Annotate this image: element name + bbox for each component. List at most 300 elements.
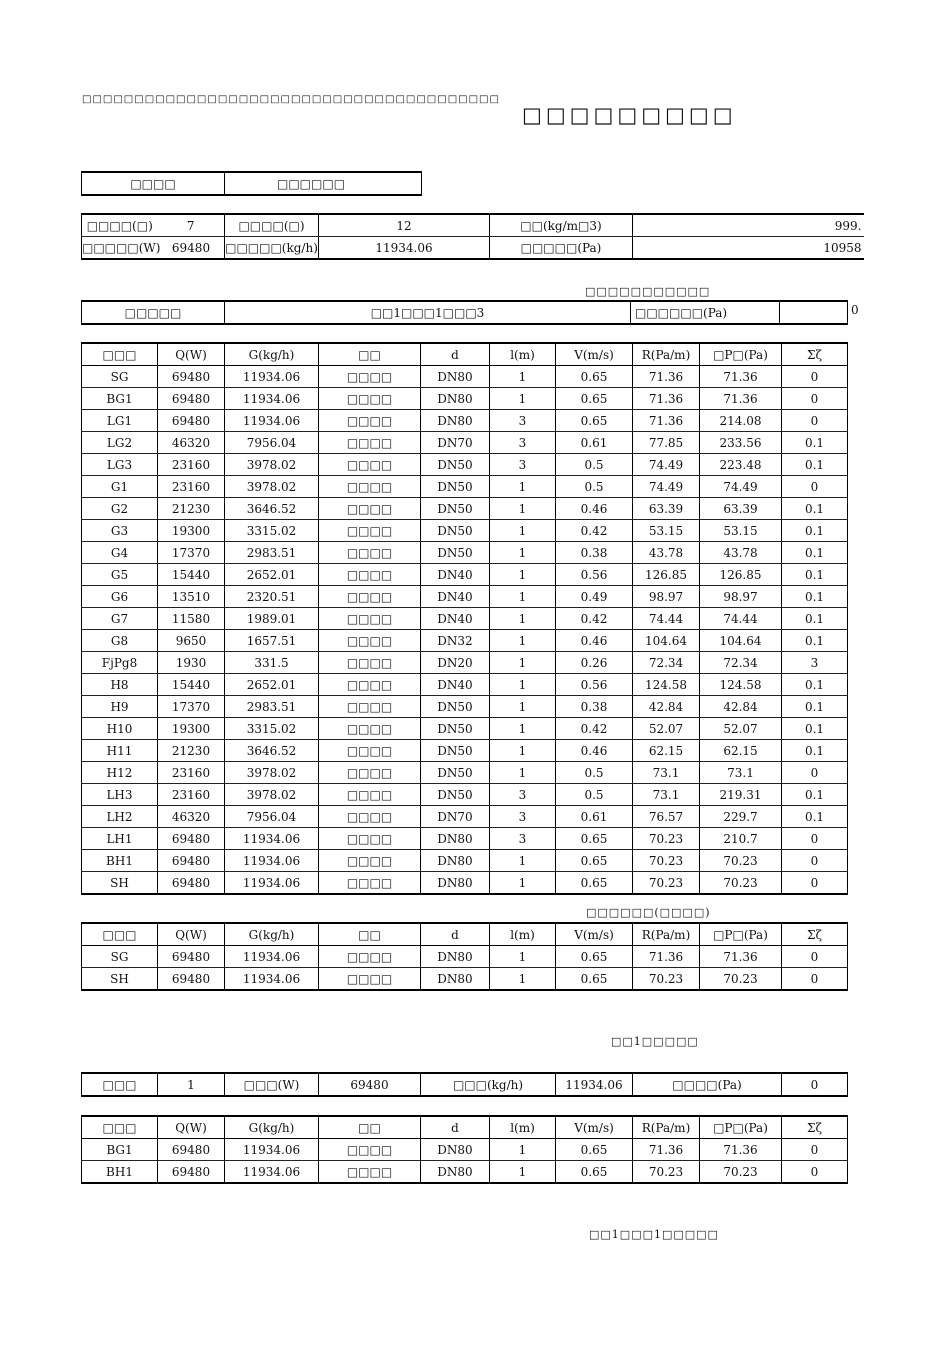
main-cell: 229.7 <box>700 806 782 828</box>
main-row <box>82 652 848 674</box>
main-row <box>82 366 848 388</box>
sec3-col-header: l(m) <box>490 1116 556 1139</box>
sec3-cell: BH1 <box>82 1161 158 1184</box>
main-cell: 53.15 <box>700 520 782 542</box>
main-cell: 0.1 <box>782 454 848 476</box>
main-cell: 1 <box>490 520 556 542</box>
main-cell: 104.64 <box>633 630 700 652</box>
main-cell: 1 <box>490 542 556 564</box>
main-cell: 1 <box>490 630 556 652</box>
main-cell: 1 <box>490 366 556 388</box>
main-cell: 7956.04 <box>225 432 319 454</box>
main-cell: 0 <box>782 388 848 410</box>
main-cell: 0.5 <box>556 784 633 806</box>
main-cell: 13510 <box>158 586 225 608</box>
main-cell: DN40 <box>421 586 490 608</box>
main-cell: □□□□ <box>319 520 421 542</box>
main-cell: 0.1 <box>782 432 848 454</box>
main-cell: 23160 <box>158 762 225 784</box>
main-cell: □□□□ <box>319 432 421 454</box>
main-cell: 0.38 <box>556 696 633 718</box>
main-cell: 7956.04 <box>225 806 319 828</box>
sec3-cell: 0.65 <box>556 1161 633 1184</box>
sec2-col-header: R(Pa/m) <box>633 923 700 946</box>
main-col-header: □P□(Pa) <box>700 343 782 366</box>
main-cell: H9 <box>82 696 158 718</box>
sec3-col-header: Σζ <box>782 1116 848 1139</box>
main-cell: 0 <box>782 476 848 498</box>
main-cell: 0.46 <box>556 740 633 762</box>
main-cell: 0.42 <box>556 608 633 630</box>
main-cell: 0.1 <box>782 806 848 828</box>
sec2-cell: 71.36 <box>700 946 782 968</box>
param-heat-label: □□□□□(W) <box>82 240 161 255</box>
sec3-cell: 71.36 <box>633 1139 700 1161</box>
main-cell: 11934.06 <box>225 410 319 432</box>
sec2-col-header: Σζ <box>782 923 848 946</box>
main-cell: 0.65 <box>556 828 633 850</box>
main-cell: 11580 <box>158 608 225 630</box>
main-cell: 0.46 <box>556 630 633 652</box>
main-cell: SH <box>82 872 158 895</box>
main-row <box>82 828 848 850</box>
sec2-col-header: □□ <box>319 923 421 946</box>
main-col-header: R(Pa/m) <box>633 343 700 366</box>
main-cell: □□□□ <box>319 476 421 498</box>
main-row <box>82 674 848 696</box>
sec3-cell: 70.23 <box>633 1161 700 1184</box>
main-cell: DN80 <box>421 828 490 850</box>
main-cell: 23160 <box>158 476 225 498</box>
main-cell: 1 <box>490 564 556 586</box>
sec3-cell: □□□□ <box>319 1161 421 1184</box>
main-cell: LG1 <box>82 410 158 432</box>
main-cell: LH3 <box>82 784 158 806</box>
sec3-cell: 1 <box>490 1139 556 1161</box>
param-hours-label: □□□□(□) <box>225 214 319 237</box>
sec3-cell: 69480 <box>158 1161 225 1184</box>
main-cell: 3646.52 <box>225 740 319 762</box>
main-cell: DN50 <box>421 498 490 520</box>
main-cell: 74.49 <box>633 476 700 498</box>
main-cell: BG1 <box>82 388 158 410</box>
main-cell: 74.49 <box>633 454 700 476</box>
main-cell: 219.31 <box>700 784 782 806</box>
sec3-col-header: R(Pa/m) <box>633 1116 700 1139</box>
main-cell: 0.1 <box>782 542 848 564</box>
main-cell: 71.36 <box>633 388 700 410</box>
main-cell: 70.23 <box>633 850 700 872</box>
main-cell: 210.7 <box>700 828 782 850</box>
main-cell: 74.44 <box>633 608 700 630</box>
main-cell: LG3 <box>82 454 158 476</box>
sec3-cell: □□□□ <box>319 1139 421 1161</box>
main-cell: 0.1 <box>782 608 848 630</box>
main-cell: G6 <box>82 586 158 608</box>
main-cell: 0.1 <box>782 674 848 696</box>
main-cell: DN80 <box>421 388 490 410</box>
param-r1-c0-wrap <box>82 214 225 237</box>
main-cell: 42.84 <box>700 696 782 718</box>
sec2-cell: 70.23 <box>633 968 700 991</box>
main-cell: 0.5 <box>556 454 633 476</box>
sec3-summary-cell: □□□□(Pa) <box>633 1073 782 1096</box>
main-cell: DN70 <box>421 806 490 828</box>
main-cell: 74.49 <box>700 476 782 498</box>
main-cell: 23160 <box>158 454 225 476</box>
main-cell: 70.23 <box>633 828 700 850</box>
main-cell: 0.56 <box>556 564 633 586</box>
main-cell: □□□□ <box>319 366 421 388</box>
main-col-header: V(m/s) <box>556 343 633 366</box>
main-col-header: □□ <box>319 343 421 366</box>
main-cell: 1 <box>490 850 556 872</box>
main-cell: □□□□ <box>319 498 421 520</box>
loss-spacer <box>780 301 848 324</box>
main-cell: DN40 <box>421 564 490 586</box>
sec3-cell: 69480 <box>158 1139 225 1161</box>
main-cell: DN50 <box>421 454 490 476</box>
sec2-col-header: l(m) <box>490 923 556 946</box>
main-cell: DN80 <box>421 872 490 895</box>
main-cell: □□□□ <box>319 872 421 895</box>
main-cell: 62.15 <box>700 740 782 762</box>
main-cell: 1 <box>490 762 556 784</box>
sec2-row <box>82 968 848 991</box>
main-cell: 0 <box>782 850 848 872</box>
main-cell: □□□□ <box>319 806 421 828</box>
sec3-cell: 70.23 <box>700 1161 782 1184</box>
project-value: □□□□□□ <box>225 172 422 195</box>
sec2-cell: 11934.06 <box>225 968 319 991</box>
main-cell: DN50 <box>421 718 490 740</box>
main-cell: 1 <box>490 498 556 520</box>
main-cell: 223.48 <box>700 454 782 476</box>
main-cell: 1 <box>490 696 556 718</box>
main-cell: DN80 <box>421 410 490 432</box>
main-cell: 0 <box>782 762 848 784</box>
main-cell: 0.38 <box>556 542 633 564</box>
main-cell: □□□□ <box>319 850 421 872</box>
main-cell: 0.5 <box>556 476 633 498</box>
main-cell: 2652.01 <box>225 674 319 696</box>
sec3-col-header: □□ <box>319 1116 421 1139</box>
main-row <box>82 498 848 520</box>
main-cell: DN40 <box>421 608 490 630</box>
main-cell: 1 <box>490 718 556 740</box>
main-cell: 0.1 <box>782 718 848 740</box>
main-cell: 0 <box>782 410 848 432</box>
main-row <box>82 410 848 432</box>
main-cell: □□□□ <box>319 718 421 740</box>
main-cell: 46320 <box>158 432 225 454</box>
main-cell: 0.65 <box>556 366 633 388</box>
main-cell: 73.1 <box>700 762 782 784</box>
main-cell: 15440 <box>158 674 225 696</box>
main-cell: BH1 <box>82 850 158 872</box>
sec3-col-header: □P□(Pa) <box>700 1116 782 1139</box>
section3-caption: □□1□□□□□ <box>611 1035 699 1048</box>
main-cell: 1 <box>490 740 556 762</box>
main-cell: □□□□ <box>319 762 421 784</box>
sec3-summary-cell: □□□(kg/h) <box>421 1073 556 1096</box>
section3-summary-table <box>81 1072 848 1097</box>
sec2-col-header: Q(W) <box>158 923 225 946</box>
main-cell: 9650 <box>158 630 225 652</box>
main-cell: 63.39 <box>700 498 782 520</box>
main-cell: 98.97 <box>700 586 782 608</box>
sec2-cell: 0 <box>782 968 848 991</box>
main-cell: G8 <box>82 630 158 652</box>
main-cell: G1 <box>82 476 158 498</box>
main-cell: 43.78 <box>633 542 700 564</box>
main-row <box>82 784 848 806</box>
main-cell: 52.07 <box>700 718 782 740</box>
main-row <box>82 454 848 476</box>
main-cell: 69480 <box>158 366 225 388</box>
main-cell: 73.1 <box>633 784 700 806</box>
main-cell: 21230 <box>158 740 225 762</box>
main-cell: 0 <box>782 872 848 895</box>
main-cell: 98.97 <box>633 586 700 608</box>
path-label: □□□□□ <box>82 301 225 324</box>
main-cell: 43.78 <box>700 542 782 564</box>
main-cell: LH1 <box>82 828 158 850</box>
project-label: □□□□ <box>82 172 225 195</box>
main-cell: 52.07 <box>633 718 700 740</box>
main-cell: 0.5 <box>556 762 633 784</box>
section1-caption: □□□□□□□□□□□ <box>585 285 711 298</box>
sec3-col-header: Q(W) <box>158 1116 225 1139</box>
main-cell: □□□□ <box>319 740 421 762</box>
main-row <box>82 850 848 872</box>
main-cell: G2 <box>82 498 158 520</box>
main-cell: 233.56 <box>700 432 782 454</box>
main-cell: DN50 <box>421 476 490 498</box>
main-col-header: l(m) <box>490 343 556 366</box>
sec3-row <box>82 1139 848 1161</box>
main-cell: □□□□ <box>319 630 421 652</box>
main-cell: FjPg8 <box>82 652 158 674</box>
main-cell: 11934.06 <box>225 366 319 388</box>
main-cell: □□□□ <box>319 542 421 564</box>
main-cell: 1 <box>490 388 556 410</box>
main-cell: 0.1 <box>782 630 848 652</box>
main-cell: 0.26 <box>556 652 633 674</box>
main-cell: DN50 <box>421 784 490 806</box>
main-cell: 0.65 <box>556 872 633 895</box>
main-cell: 331.5 <box>225 652 319 674</box>
param-density-value: 999. <box>633 214 864 237</box>
main-row <box>82 872 848 895</box>
sec3-summary-cell: □□□(W) <box>225 1073 319 1096</box>
sec3-summary-cell: 11934.06 <box>556 1073 633 1096</box>
sec2-col-header: d <box>421 923 490 946</box>
main-cell: 72.34 <box>633 652 700 674</box>
main-cell: 2652.01 <box>225 564 319 586</box>
main-cell: 70.23 <box>700 850 782 872</box>
main-header-row <box>82 343 848 366</box>
param-pressure-label: □□□□□(Pa) <box>490 237 633 260</box>
sec3-cell: 0 <box>782 1139 848 1161</box>
sec3-col-header: G(kg/h) <box>225 1116 319 1139</box>
sec2-cell: 11934.06 <box>225 946 319 968</box>
sec3-cell: 1 <box>490 1161 556 1184</box>
main-cell: 3 <box>490 432 556 454</box>
main-cell: 0.65 <box>556 850 633 872</box>
main-cell: □□□□ <box>319 828 421 850</box>
main-cell: H10 <box>82 718 158 740</box>
main-cell: 71.36 <box>700 388 782 410</box>
main-cell: 0.46 <box>556 498 633 520</box>
main-cell: DN32 <box>421 630 490 652</box>
main-cell: 11934.06 <box>225 872 319 895</box>
main-cell: H12 <box>82 762 158 784</box>
main-cell: 76.57 <box>633 806 700 828</box>
main-row <box>82 432 848 454</box>
main-cell: 3978.02 <box>225 784 319 806</box>
main-cell: 3978.02 <box>225 454 319 476</box>
main-cell: 3 <box>490 784 556 806</box>
main-cell: 21230 <box>158 498 225 520</box>
main-cell: H11 <box>82 740 158 762</box>
sec3-cell: 0 <box>782 1161 848 1184</box>
main-cell: □□□□ <box>319 652 421 674</box>
sec2-cell: 0.65 <box>556 968 633 991</box>
sec2-col-header: □P□(Pa) <box>700 923 782 946</box>
sec3-col-header: d <box>421 1116 490 1139</box>
loss-value: 0 <box>851 303 859 317</box>
main-cell: DN80 <box>421 366 490 388</box>
main-cell: DN40 <box>421 674 490 696</box>
path-value: □□1□□□1□□□3 <box>225 301 631 324</box>
main-cell: 3 <box>782 652 848 674</box>
main-col-header: Q(W) <box>158 343 225 366</box>
sec2-cell: □□□□ <box>319 946 421 968</box>
main-cell: 3 <box>490 806 556 828</box>
main-cell: 11934.06 <box>225 850 319 872</box>
main-cell: 1 <box>490 652 556 674</box>
main-row <box>82 564 848 586</box>
main-cell: 3315.02 <box>225 520 319 542</box>
sec2-row <box>82 946 848 968</box>
main-cell: □□□□ <box>319 696 421 718</box>
project-table <box>81 171 422 196</box>
sec2-cell: 0 <box>782 946 848 968</box>
sec3-header-row <box>82 1116 848 1139</box>
params-table <box>81 213 864 260</box>
main-cell: 11934.06 <box>225 828 319 850</box>
main-cell: 15440 <box>158 564 225 586</box>
main-row <box>82 542 848 564</box>
main-cell: 124.58 <box>700 674 782 696</box>
main-cell: 0.65 <box>556 388 633 410</box>
main-cell: 3 <box>490 410 556 432</box>
main-row <box>82 718 848 740</box>
main-cell: 3 <box>490 454 556 476</box>
main-cell: 70.23 <box>700 872 782 895</box>
main-row <box>82 388 848 410</box>
main-cell: 1930 <box>158 652 225 674</box>
main-cell: 0.56 <box>556 674 633 696</box>
main-cell: 1 <box>490 674 556 696</box>
sec3-cell: DN80 <box>421 1161 490 1184</box>
main-cell: 42.84 <box>633 696 700 718</box>
main-cell: 1989.01 <box>225 608 319 630</box>
main-cell: 1 <box>490 476 556 498</box>
main-cell: 71.36 <box>633 366 700 388</box>
main-row <box>82 520 848 542</box>
sec3-cell: 11934.06 <box>225 1161 319 1184</box>
main-cell: 0.61 <box>556 432 633 454</box>
main-cell: 1 <box>490 586 556 608</box>
sec3-cell: 11934.06 <box>225 1139 319 1161</box>
main-cell: 2983.51 <box>225 696 319 718</box>
param-r2-c0-wrap <box>82 237 225 260</box>
sec2-col-header: V(m/s) <box>556 923 633 946</box>
main-cell: H8 <box>82 674 158 696</box>
sec2-cell: □□□□ <box>319 968 421 991</box>
section2-table <box>81 922 848 991</box>
sec3-summary-cell: 1 <box>158 1073 225 1096</box>
main-cell: □□□□ <box>319 674 421 696</box>
main-cell: DN80 <box>421 850 490 872</box>
main-row <box>82 806 848 828</box>
main-cell: 0.1 <box>782 784 848 806</box>
sec2-cell: 71.36 <box>633 946 700 968</box>
param-days-label: □□□□(□) <box>86 218 153 233</box>
sec2-cell: 1 <box>490 946 556 968</box>
main-cell: □□□□ <box>319 454 421 476</box>
main-col-header: □□□ <box>82 343 158 366</box>
page-title: □□□□□□□□□ <box>522 103 737 127</box>
main-cell: 0.1 <box>782 740 848 762</box>
sec2-header-row <box>82 923 848 946</box>
param-density-label: □□(kg/m□3) <box>490 214 633 237</box>
main-cell: 0 <box>782 366 848 388</box>
main-cell: 19300 <box>158 520 225 542</box>
main-cell: 126.85 <box>633 564 700 586</box>
sec2-cell: 69480 <box>158 968 225 991</box>
path-table <box>81 300 848 325</box>
sec3-cell: DN80 <box>421 1139 490 1161</box>
main-cell: 124.58 <box>633 674 700 696</box>
main-cell: 69480 <box>158 388 225 410</box>
main-cell: DN50 <box>421 520 490 542</box>
sec3-cell: 0.65 <box>556 1139 633 1161</box>
main-cell: 0.1 <box>782 520 848 542</box>
main-row <box>82 762 848 784</box>
main-cell: 0.1 <box>782 696 848 718</box>
main-cell: 3 <box>490 828 556 850</box>
sec2-cell: 0.65 <box>556 946 633 968</box>
main-cell: 71.36 <box>700 366 782 388</box>
main-cell: G5 <box>82 564 158 586</box>
main-cell: □□□□ <box>319 564 421 586</box>
main-cell: 3978.02 <box>225 762 319 784</box>
main-cell: 73.1 <box>633 762 700 784</box>
main-cell: 104.64 <box>700 630 782 652</box>
main-cell: □□□□ <box>319 608 421 630</box>
sec2-col-header: G(kg/h) <box>225 923 319 946</box>
main-row <box>82 476 848 498</box>
main-cell: 17370 <box>158 696 225 718</box>
main-cell: 23160 <box>158 784 225 806</box>
sec3-col-header: V(m/s) <box>556 1116 633 1139</box>
main-row <box>82 630 848 652</box>
main-cell: 126.85 <box>700 564 782 586</box>
sec3-summary-cell: 0 <box>782 1073 848 1096</box>
